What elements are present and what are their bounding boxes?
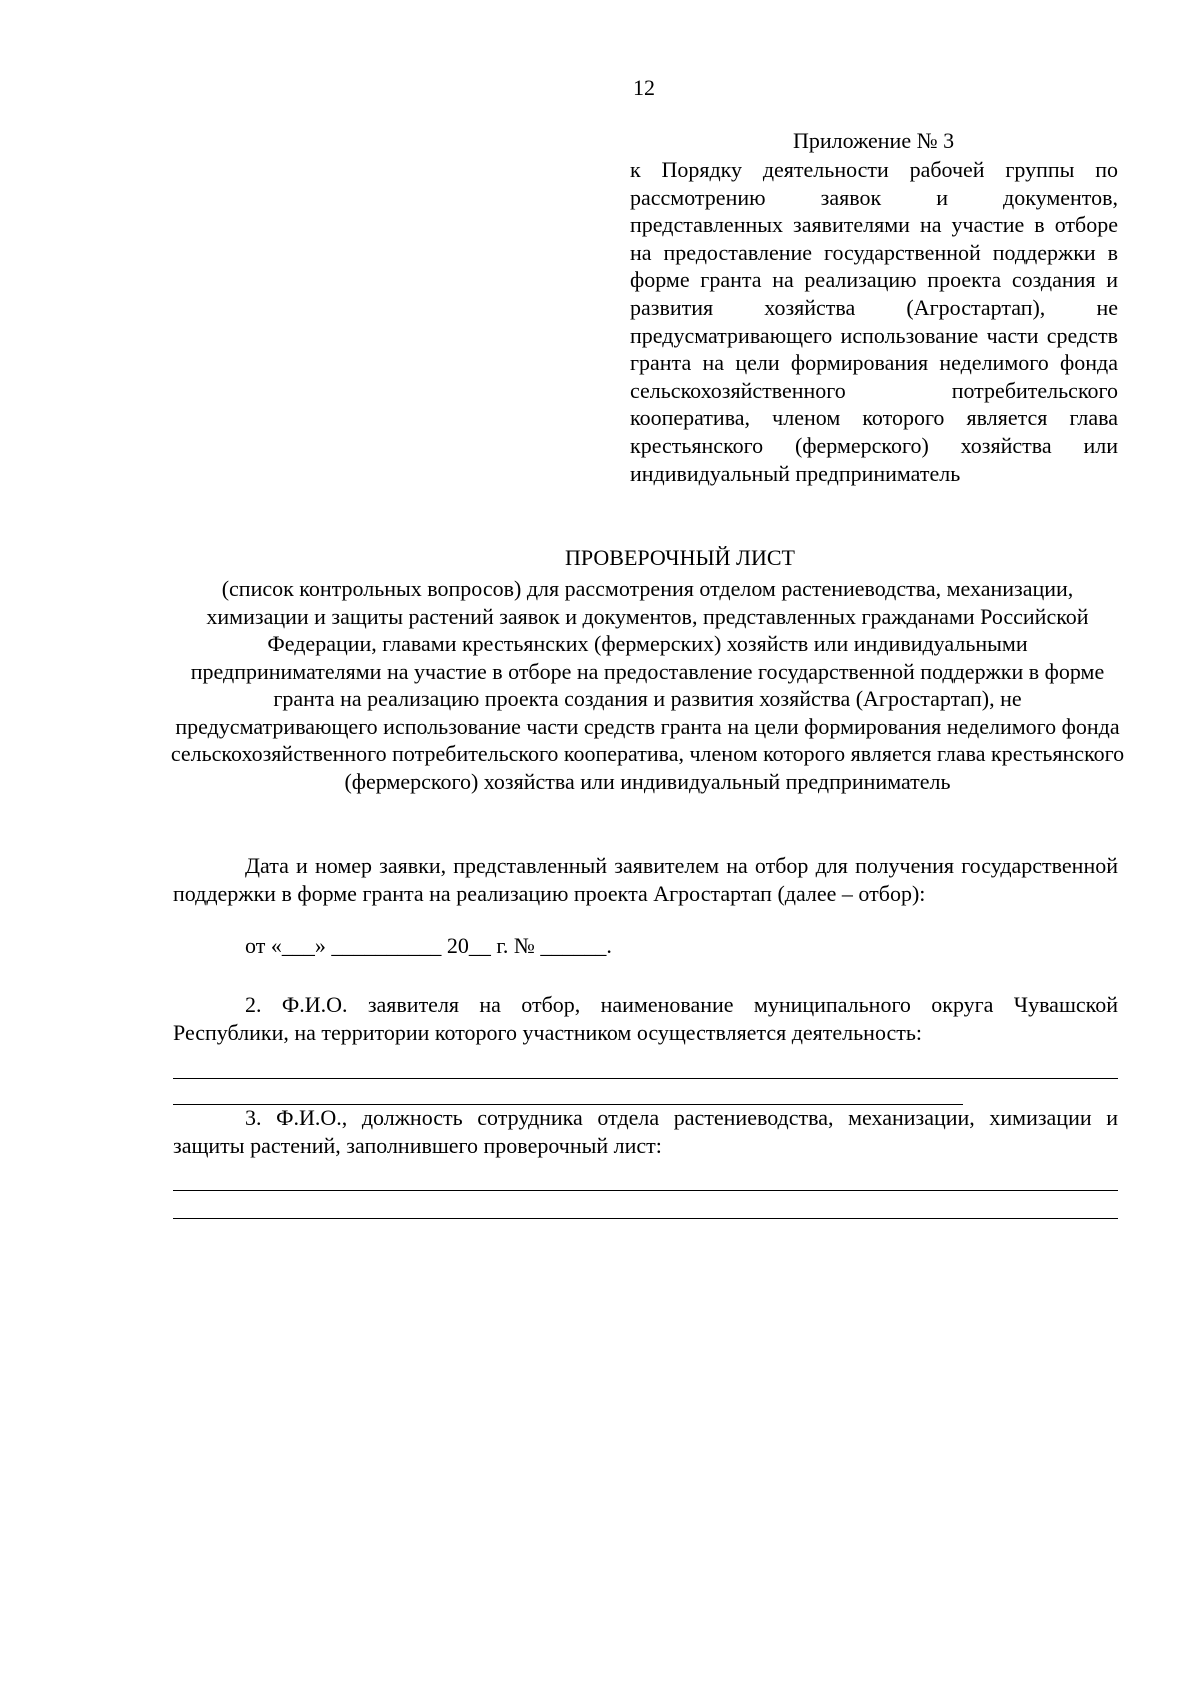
document-subtitle: (список контрольных вопросов) для рассмотрения отделом растениеводства, механизации, химизации и защиты растений заявок и документов, представленных гражданами Российской Федерации, главами крестьянских (фермерских) хозяйств или индивидуальными предпринимателями на участие в отборе на предоставление государственной поддержки в форме гранта на реализацию проекта создания и развития хозяйства (Агростартап), не предусматривающего использование части средств гранта на цели формирования неделимого фонда сельскохозяйственного потребительского кооператива, членом которого является глава крестьянского (фермерского) хозяйства или индивидуальный предприниматель — [170, 576, 1125, 794]
page-number: 12 — [633, 75, 655, 100]
section-2-text: 2. Ф.И.О. заявителя на отбор, наименование муниципального округа Чувашской Республики, на территории которого участником осуществляется деятельность: — [173, 992, 1118, 1045]
section-1-text: Дата и номер заявки, представленный заявителем на отбор для получения государственной поддержки в форме гранта на реализацию проекта Агростартап (далее – отбор): — [173, 853, 1118, 906]
section-3-text: 3. Ф.И.О., должность сотрудника отдела растениеводства, механизации, химизации и защиты растений, заполнившего проверочный лист: — [173, 1105, 1118, 1158]
document-title: ПРОВЕРОЧНЫЙ ЛИСТ — [565, 545, 795, 570]
fill-line — [173, 1078, 1118, 1079]
fill-line — [173, 1190, 1118, 1191]
fill-line — [173, 1218, 1118, 1219]
appendix-title: Приложение № 3 — [793, 128, 955, 153]
date-number-line: от «___» __________ 20__ г. № ______. — [245, 933, 612, 958]
appendix-body: к Порядку деятельности рабочей группы по рассмотрению заявок и документов, представленных заявителями на участие в отборе на предоставление государственной поддержки в форме гранта на реализацию проекта создания и развития хозяйства (Агростартап), не предусматривающего использование части средств гранта на цели формирования неделимого фонда сельскохозяйственного потребительского кооператива, членом которого является глава крестьянского (фермерского) хозяйства или индивидуальный предприниматель — [630, 157, 1118, 486]
